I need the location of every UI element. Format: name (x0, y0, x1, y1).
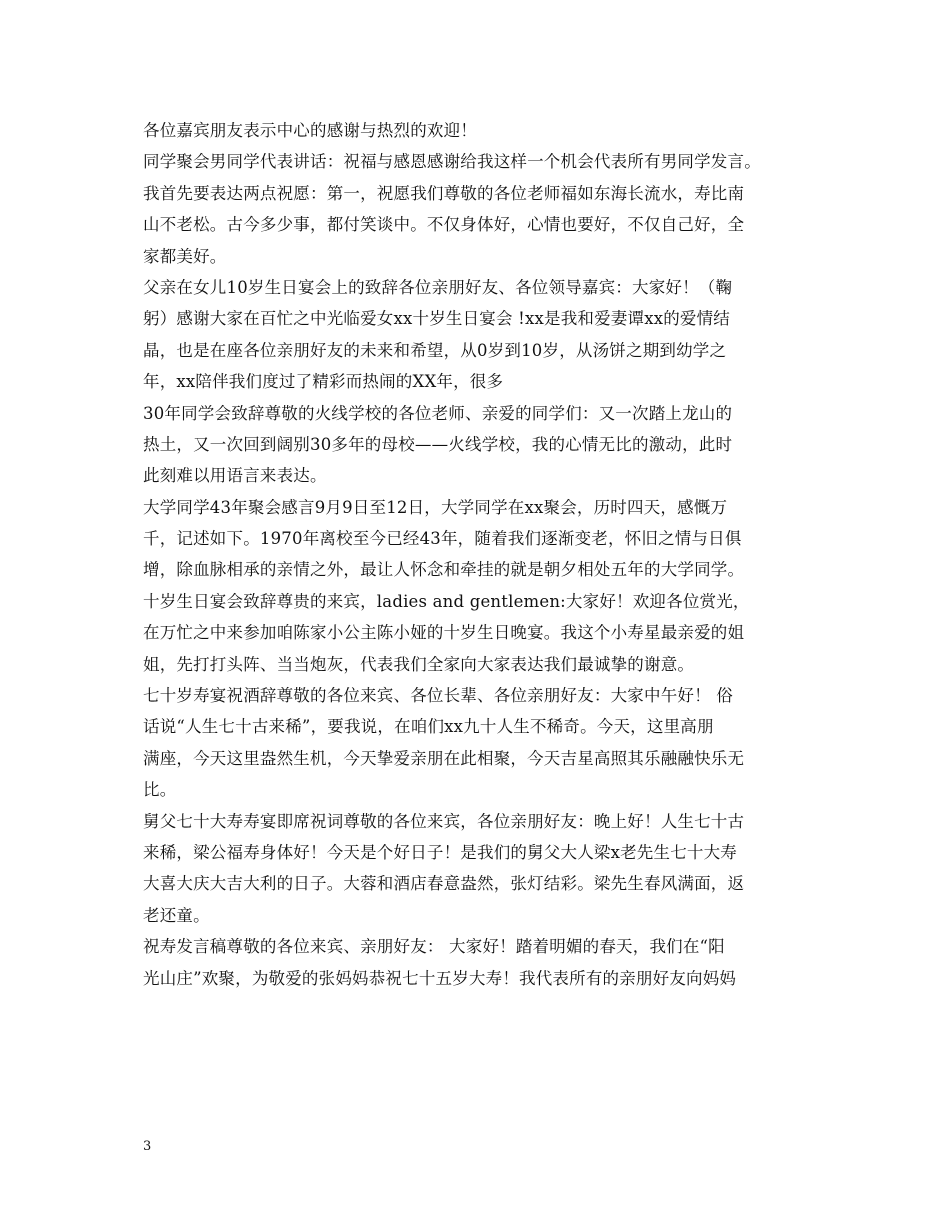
text-line: 在万忙之中来参加咱陈家小公主陈小娅的十岁生日晚宴。我这个小寿星最亲爱的姐 (143, 623, 745, 643)
text-line: 十岁生日宴会致辞尊贵的来宾，ladies and gentlemen:大家好！欢迎各位赏光， (143, 591, 750, 611)
text-line: 满座，今天这里盎然生机，今天挚爱亲朋在此相聚，今天吉星高照其乐融融快乐无 (143, 748, 745, 768)
text-line: 各位嘉宾朋友表示中心的感谢与热烈的欢迎！ (143, 121, 477, 140)
text-line: 家都美好。 (143, 246, 227, 266)
text-line: 我首先要表达两点祝愿：第一，祝愿我们尊敬的各位老师福如东海长流水，寿比南 (143, 183, 745, 203)
text-line: 增，除血脉相承的亲情之外，最让人怀念和牵挂的就是朝夕相处五年的大学同学。 (143, 560, 745, 580)
text-line: 光山庄”欢聚，为敬爱的张妈妈恭祝七十五岁大寿！我代表所有的亲朋好友向妈妈 (143, 968, 737, 988)
text-line: 山不老松。古今多少事，都付笑谈中。不仅身体好，心情也要好，不仅自己好，全 (143, 215, 745, 235)
document-body (143, 115, 823, 994)
text-line: 父亲在女儿10岁生日宴会上的致辞各位亲朋好友、各位领导嘉宾：大家好！（鞠 (143, 277, 733, 297)
text-line: 舅父七十大寿寿宴即席祝词尊敬的各位来宾，各位亲朋好友：晚上好！人生七十古 (143, 811, 745, 831)
text-line: 比。 (143, 780, 177, 800)
text-line: 老还童。 (143, 905, 210, 925)
text-line: 七十岁寿宴祝酒辞尊敬的各位来宾、各位长辈、各位亲朋好友：大家中午好！ 俗 (143, 686, 733, 706)
text-line: 此刻难以用语言来表达。 (143, 466, 327, 486)
text-line: 大喜大庆大吉大利的日子。大蓉和酒店春意盎然，张灯结彩。梁先生春风满面，返 (143, 874, 745, 894)
text-line: 来稀，梁公福寿身体好！今天是个好日子！是我们的舅父大人梁x老先生七十大寿 (143, 842, 738, 862)
page-number: 3 (143, 1139, 152, 1154)
text-line: 30年同学会致辞尊敬的火线学校的各位老师、亲爱的同学们：又一次踏上龙山的 (143, 403, 733, 423)
text-line: 祝寿发言稿尊敬的各位来宾、亲朋好友： 大家好！踏着明媚的春天，我们在“阳 (143, 937, 725, 957)
text-line: 话说“人生七十古来稀”，要我说，在咱们xx九十人生不稀奇。今天，这里高朋 (143, 717, 714, 737)
text-line: 晶，也是在座各位亲朋好友的未来和希望，从0岁到10岁，从汤饼之期到幼学之 (143, 340, 727, 360)
text-line: 千，记述如下。1970年离校至今已经43年，随着我们逐渐变老，怀旧之情与日俱 (143, 529, 742, 549)
text-line: 同学聚会男同学代表讲话：祝福与感恩感谢给我这样一个机会代表所有男同学发言。 (143, 152, 761, 172)
text-line: 大学同学43年聚会感言9月9日至12日，大学同学在xx聚会，历时四天，感慨万 (143, 497, 728, 517)
text-line: 躬）感谢大家在百忙之中光临爱女xx十岁生日宴会 !xx是我和爱妻谭xx的爱情结 (143, 309, 731, 329)
text-line: 姐，先打打头阵、当当炮灰，代表我们全家向大家表达我们最诚挚的谢意。 (143, 654, 695, 674)
text-line: 年，xx陪伴我们度过了精彩而热闹的XX年，很多 (143, 372, 504, 392)
text-line: 热土，又一次回到阔别30多年的母校——火线学校，我的心情无比的激动，此时 (143, 434, 733, 454)
